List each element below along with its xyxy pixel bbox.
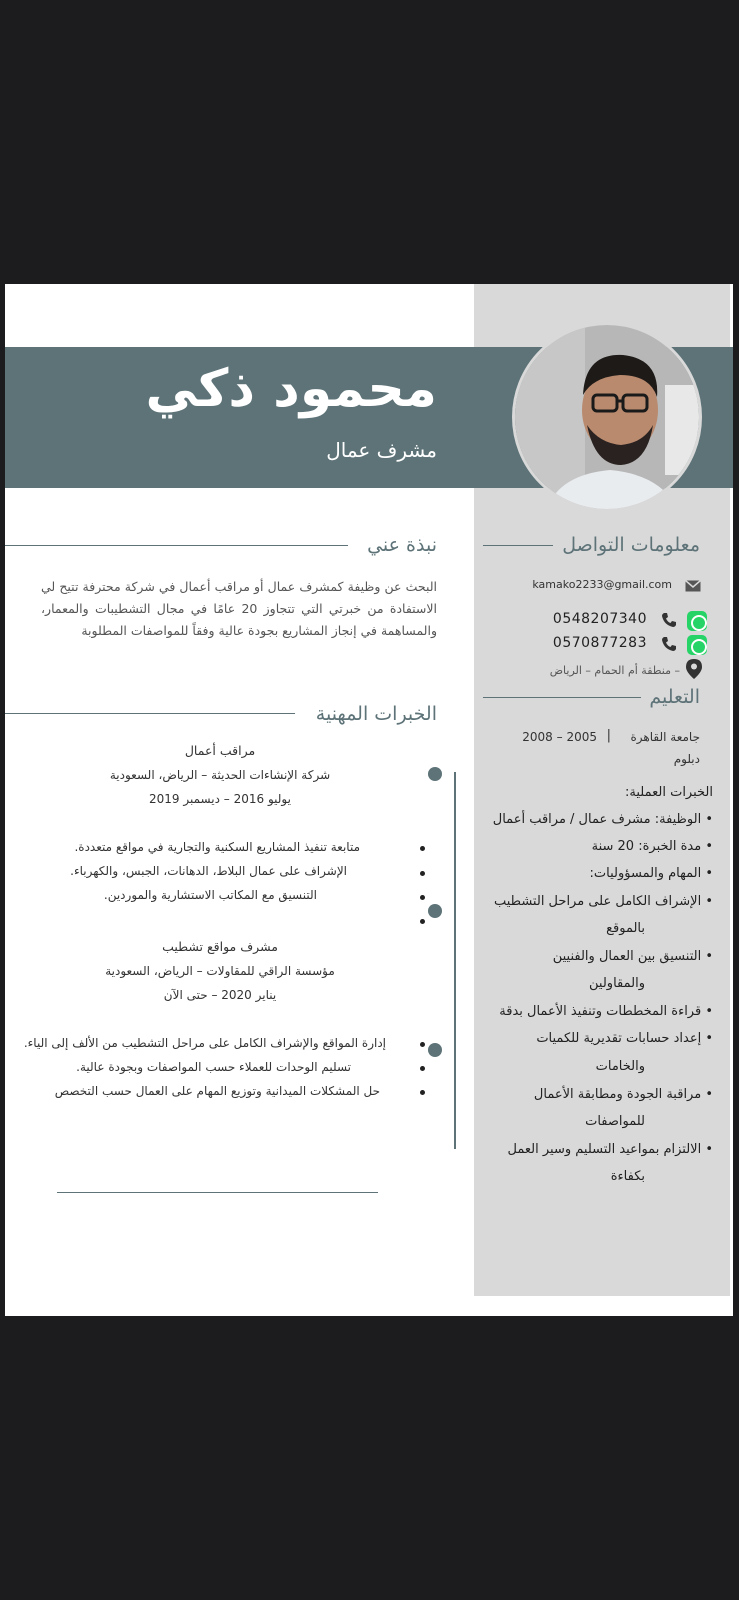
side-experience-line: • التنسيق بين العمال والفنيين [552,949,713,964]
education-separator: | [606,728,611,743]
footer-rule [57,1192,378,1193]
phone-icon [661,636,677,652]
bullet-dot [420,846,425,851]
timeline-dot [428,1043,442,1057]
bullet-dot [420,1090,425,1095]
phone-icon [661,612,677,628]
side-experience-line: • الإشراف الكامل على مراحل التشطيب [493,894,713,909]
about-text: البحث عن وظيفة كمشرف عمال أو مراقب أعمال في شركة محترفة تتيح لي الاستفادة من خبرتي التي تتجاوز 20 عامًا في مجال التشطيبات والمعمار، والمساهمة في إنجاز المشاريع بجودة عالية وفقاً للمواصفات المطلوبة [41,579,437,638]
side-experience-line: • قراءة المخططات وتنفيذ الأعمال بدقة [499,1004,713,1019]
bullet-dot [420,919,425,924]
candidate-name: محمود ذكي [145,359,437,419]
education-institution: جامعة القاهرة [630,730,700,744]
side-experience-line: • المهام والمسؤوليات: [589,866,713,881]
location-pin-icon [685,658,703,680]
email-icon [685,580,701,592]
timeline-line [454,772,456,1149]
experience-rule [5,713,295,714]
side-experience-line: • مراقبة الجودة ومطابقة الأعمال [533,1087,713,1102]
side-experience-line: والخامات [595,1059,645,1074]
job-bullet: متابعة تنفيذ المشاريع السكنية والتجارية في مواقع متعددة. [74,840,360,854]
contact-title: معلومات التواصل [562,534,700,556]
bullet-dot [420,1066,425,1071]
side-experience-line: • الالتزام بمواعيد التسليم وسير العمل [507,1142,713,1157]
timeline-dot [428,767,442,781]
contact-phone-2[interactable]: 0570877283 [552,635,647,651]
contact-email[interactable]: kamako2233@gmail.com [532,578,672,591]
side-experience-line: • إعداد حسابات تقديرية للكميات [536,1031,713,1046]
about-rule [5,545,348,546]
job-role: مراقب أعمال [184,743,256,758]
side-experience-heading: الخبرات العملية: [625,785,713,800]
job-period: يوليو 2016 – ديسمبر 2019 [149,792,291,806]
whatsapp-icon [687,635,707,655]
side-experience-line: • الوظيفة: مشرف عمال / مراقب أعمال [492,812,713,827]
job-bullet: تسليم الوحدات للعملاء حسب المواصفات وبجودة عالية. [76,1060,351,1074]
education-title: التعليم [649,686,700,708]
job-bullet: حل المشكلات الميدانية وتوزيع المهام على العمال حسب التخصص [54,1084,380,1098]
side-experience-line: للمواصفات [585,1114,645,1129]
profile-photo-image [515,325,702,512]
bullet-dot [420,895,425,900]
job-role: مشرف مواقع تشطيب [162,939,278,954]
side-experience-line: والمقاولين [589,976,645,991]
side-experience-line: • مدة الخبرة: 20 سنة [591,839,713,854]
education-rule [483,697,641,698]
bullet-dot [420,871,425,876]
profile-photo [512,322,702,512]
contact-location: – منطقة أم الحمام – الرياض [549,664,680,677]
contact-phone-1[interactable]: 0548207340 [552,611,647,627]
job-period: يناير 2020 – حتى الآن [163,988,277,1002]
side-experience-line: بكفاءة [610,1169,645,1184]
education-degree: دبلوم [673,752,700,766]
whatsapp-icon [687,611,707,631]
contact-rule [483,545,553,546]
education-years: 2005 – 2008 [522,730,597,744]
candidate-job-title: مشرف عمال [326,438,437,462]
job-bullet: الإشراف على عمال البلاط، الدهانات، الجبس، والكهرباء. [70,864,347,878]
resume-page [5,284,733,1316]
job-company: شركة الإنشاءات الحديثة – الرياض، السعودية [109,768,331,782]
bullet-dot [420,1042,425,1047]
job-company: مؤسسة الراقي للمقاولات – الرياض، السعودية [105,964,335,978]
experience-title: الخبرات المهنية [315,703,437,725]
about-title: نبذة عني [367,534,437,556]
job-bullet: التنسيق مع المكاتب الاستشارية والموردين. [103,888,317,902]
timeline-dot [428,904,442,918]
job-bullet: إدارة المواقع والإشراف الكامل على مراحل التشطيب من الألف إلى الياء. [23,1036,386,1050]
side-experience-line: بالموقع [606,921,645,936]
